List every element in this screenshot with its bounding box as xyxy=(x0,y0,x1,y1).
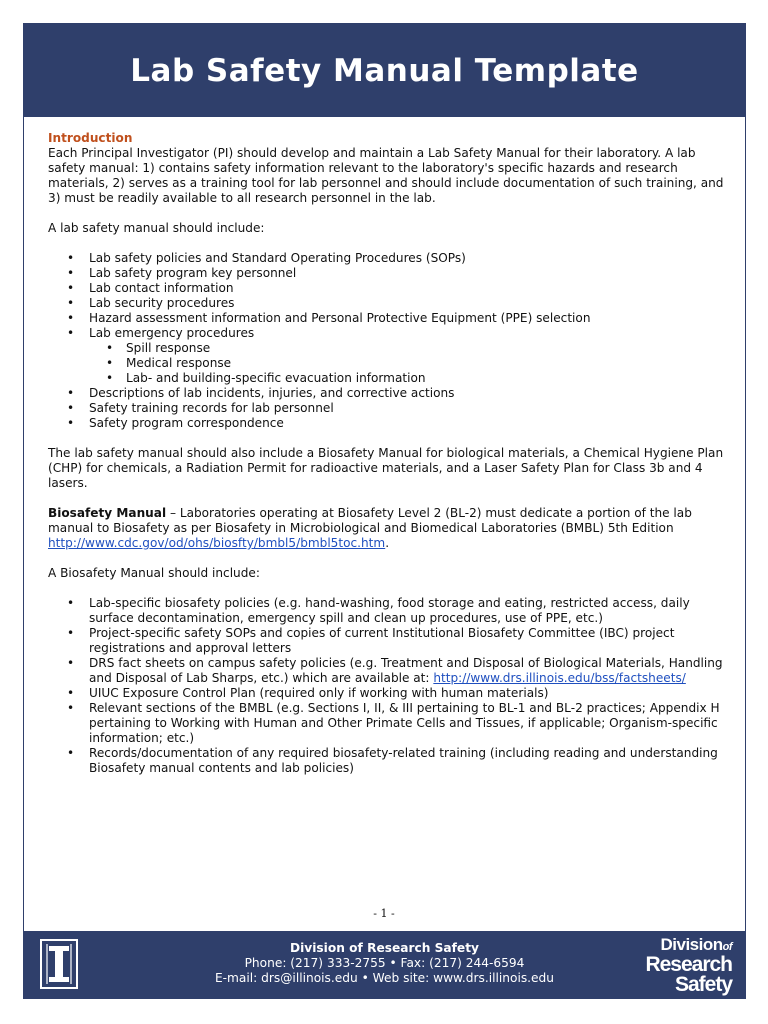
sublist-item: • Spill response xyxy=(126,341,728,356)
logo-division: Division xyxy=(660,935,723,954)
list-item: • Records/documentation of any required biosafety-related training (including reading and understanding Biosafety manual contents and lab policies) xyxy=(89,746,728,776)
bmbl-link[interactable]: http://www.cdc.gov/od/ohs/biosfty/bmbl5/bmbl5toc.htm xyxy=(48,536,386,550)
footer-banner xyxy=(24,931,745,998)
list-item: • UIUC Exposure Control Plan (required only if working with human materials) xyxy=(89,686,728,701)
list-item-emergency xyxy=(89,326,728,386)
list-item: • Lab-specific biosafety policies (e.g. hand-washing, food storage and eating, restricted access, daily surface decontamination, emergency spill and clean up procedures, use of PPE, etc.) xyxy=(89,596,728,626)
intro-paragraph: Each Principal Investigator (PI) should develop and maintain a Lab Safety Manual for their laboratory. A lab safety manual: 1) contains safety information relevant to the laboratory's specific hazards and research materials, 2) serves as a training tool for lab personnel and should include documentation of such training, and 3) must be readily available to all research personnel in the lab. xyxy=(48,146,724,205)
logo-safety: Safety xyxy=(674,973,732,996)
logo-research: Research xyxy=(645,953,732,976)
list-item: • Lab safety program key personnel xyxy=(89,266,728,281)
list-item: • Relevant sections of the BMBL (e.g. Sections I, II, & III pertaining to BL-1 and BL-2 practices; Appendix H pertaining to Working with Human and Other Primate Cells and Tissues, if applicable; Organism-specific information; etc.) xyxy=(89,701,728,746)
manual-contents-list xyxy=(48,251,728,431)
list-item-drs xyxy=(89,656,728,686)
intro-section xyxy=(48,131,728,206)
footer-phone: Phone: (217) 333-2755 • Fax: (217) 244-6594 xyxy=(244,956,525,970)
list-item-label: Lab emergency procedures xyxy=(89,326,255,340)
page-title: Lab Safety Manual Template xyxy=(130,52,639,89)
biosafety-label: Biosafety Manual xyxy=(48,506,167,520)
list-item: • Lab security procedures xyxy=(89,296,728,311)
biosafety-text: – Laboratories operating at Biosafety Level 2 (BL-2) must dedicate a portion of the lab manual to Biosafety as per Biosafety in Microbiological and Biomedical Laboratories (BMBL) 5th Edition xyxy=(48,506,692,535)
list-item: • Project-specific safety SOPs and copies of current Institutional Biosafety Committee (IBC) project registrations and approval letters xyxy=(89,626,728,656)
list-item: • Safety program correspondence xyxy=(89,416,728,431)
title-banner xyxy=(24,24,745,117)
page-number: - 1 - xyxy=(373,907,395,920)
sublist-item: • Lab- and building-specific evacuation information xyxy=(126,371,728,386)
list-item: • Descriptions of lab incidents, injuries, and corrective actions xyxy=(89,386,728,401)
footer-org-name: Division of Research Safety xyxy=(290,941,479,955)
drs-logo xyxy=(622,935,732,996)
sublist-item: • Medical response xyxy=(126,356,728,371)
list-item: • Safety training records for lab personnel xyxy=(89,401,728,416)
list-item: • Lab safety policies and Standard Operating Procedures (SOPs) xyxy=(89,251,728,266)
biosafety-list-intro: A Biosafety Manual should include: xyxy=(48,566,260,580)
manual-list-intro: A lab safety manual should include: xyxy=(48,221,265,235)
intro-heading: Introduction xyxy=(48,131,133,145)
list-item: • Lab contact information xyxy=(89,281,728,296)
also-include-paragraph: The lab safety manual should also include a Biosafety Manual for biological materials, a Chemical Hygiene Plan (CHP) for chemicals, a Radiation Permit for radioactive materials, and a Laser Safety Plan for Class 3b and 4 lasers. xyxy=(48,446,724,490)
emergency-sublist xyxy=(89,341,728,386)
document-body xyxy=(48,131,728,791)
biosafety-paragraph xyxy=(48,506,728,551)
logo-of: of xyxy=(722,941,732,953)
biosafety-contents-list xyxy=(48,596,728,776)
footer-email: E-mail: drs@illinois.edu • Web site: www.drs.illinois.edu xyxy=(214,971,555,985)
drs-item-text: DRS fact sheets on campus safety policies (e.g. Treatment and Disposal of Biological Materials, Handling and Disposal of Lab Sharps, etc.) which are available at: xyxy=(89,656,723,685)
bmbl-link-suffix: . xyxy=(385,536,390,550)
factsheets-link[interactable]: http://www.drs.illinois.edu/bss/factsheets/ xyxy=(433,671,686,685)
list-item: • Hazard assessment information and Personal Protective Equipment (PPE) selection xyxy=(89,311,728,326)
